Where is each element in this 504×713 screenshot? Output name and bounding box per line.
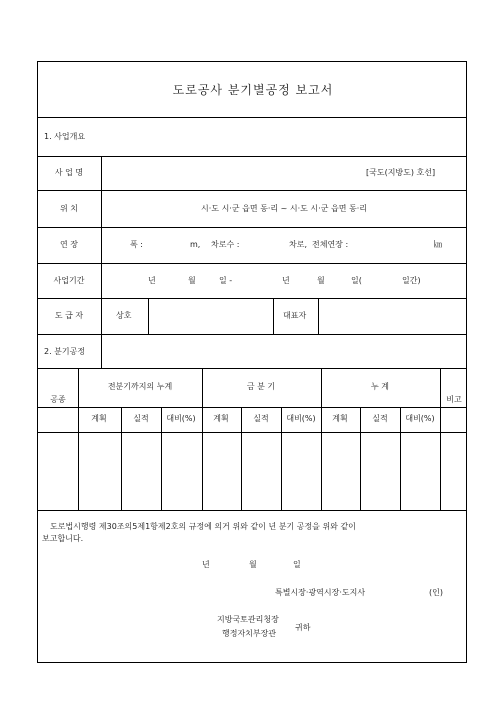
period-month1: 월 <box>188 276 196 285</box>
subheader-actual-2: 실적 <box>253 414 269 423</box>
rule-row3 <box>38 263 466 264</box>
declaration-line2: 보고합니다. <box>42 534 84 543</box>
rule-remark-column <box>440 368 441 510</box>
date-month: 월 <box>249 560 257 569</box>
rule-sub-1 <box>121 407 122 510</box>
width-unit: m, <box>190 240 201 249</box>
lanes-label: 차로수 : <box>211 240 240 249</box>
section1-heading: 1. 사업개요 <box>44 132 86 141</box>
subheader-plan-3: 계획 <box>332 414 348 423</box>
date-day: 일 <box>293 560 301 569</box>
rule-group2-end <box>321 368 322 510</box>
subheader-ratio-2: 대비(%) <box>286 414 316 423</box>
group-current-quarter: 금 분 기 <box>246 382 276 391</box>
period-days: 일간) <box>402 276 421 285</box>
rule-trade-column <box>78 368 79 510</box>
rule-rep-value <box>318 298 319 334</box>
km-unit: ㎞ <box>434 240 442 249</box>
period-day2: 일( <box>351 276 362 285</box>
period-year1: 년 <box>148 276 156 285</box>
project-name-label: 사 업 명 <box>54 168 84 177</box>
group-previous-cumulative: 전분기까지의 누계 <box>107 382 173 391</box>
rule-group-bottom <box>38 407 466 408</box>
period-day1: 일 - <box>219 276 233 285</box>
width-label: 폭 : <box>130 240 143 249</box>
subheader-actual-3: 실적 <box>372 414 388 423</box>
rule-sub-2 <box>161 407 162 510</box>
period-label: 사업기간 <box>53 276 85 285</box>
subheader-plan-2: 계획 <box>213 414 229 423</box>
document-title: 도로공사 분기별공정 보고서 <box>172 83 334 97</box>
rule-sub-3 <box>241 407 242 510</box>
rule-row2 <box>38 227 466 228</box>
extension-label: 연 장 <box>60 240 78 249</box>
rule-sub-4 <box>281 407 282 510</box>
rule-sub-6 <box>400 407 401 510</box>
rule-sub-5 <box>360 407 361 510</box>
report-form <box>37 61 467 663</box>
honorific: 귀하 <box>295 623 311 632</box>
rule-rep-label <box>273 298 274 334</box>
date-year: 년 <box>202 560 210 569</box>
subheader-ratio-1: 대비(%) <box>166 414 196 423</box>
rule-row1 <box>38 190 466 191</box>
rule-row5 <box>38 334 466 335</box>
period-year2: 년 <box>282 276 290 285</box>
contractor-label: 도 급 자 <box>54 311 84 320</box>
rule-label-column <box>101 156 102 368</box>
section2-heading: 2. 분기공정 <box>44 347 86 356</box>
subheader-actual-1: 실적 <box>133 414 149 423</box>
group-cumulative: 누 계 <box>371 382 389 391</box>
representative-label: 대표자 <box>283 311 307 320</box>
trade-header: 공종 <box>50 395 66 404</box>
subheader-ratio-3: 대비(%) <box>405 414 435 423</box>
total-length-label: 전체연장 : <box>312 240 349 249</box>
declaration-line1: 도로법시행령 제30조의5제1항제2호의 규정에 의거 위와 같이 년 분기 공정을 위와 같이 <box>50 522 356 531</box>
location-label: 위 치 <box>60 204 78 213</box>
seal-mark: (인) <box>429 588 443 597</box>
period-month2: 월 <box>317 276 325 285</box>
rule-company-value <box>148 298 149 334</box>
rule-section1 <box>38 156 466 157</box>
lanes-unit: 차로, <box>289 240 307 249</box>
rule-subheader-bottom <box>38 432 466 433</box>
rule-group1-end <box>202 368 203 510</box>
recipient-regional-office: 지방국토관리청장 <box>217 615 279 624</box>
subheader-plan-1: 계획 <box>91 414 107 423</box>
rule-table-bottom <box>38 510 466 511</box>
rule-section2 <box>38 368 466 369</box>
signer-title: 특별시장·광역시장·도지사 <box>275 588 366 597</box>
remark-header: 비고 <box>446 395 462 404</box>
location-value: 시·도 시·군 읍면 동·리 ~ 시·도 시·군 읍면 동·리 <box>201 204 367 213</box>
recipient-ministry: 행정자치부장관 <box>222 629 277 638</box>
rule-title <box>38 117 466 118</box>
company-label: 상호 <box>116 311 132 320</box>
project-name-value: [국도(지방도) 호선] <box>366 168 436 177</box>
rule-row4 <box>38 298 466 299</box>
